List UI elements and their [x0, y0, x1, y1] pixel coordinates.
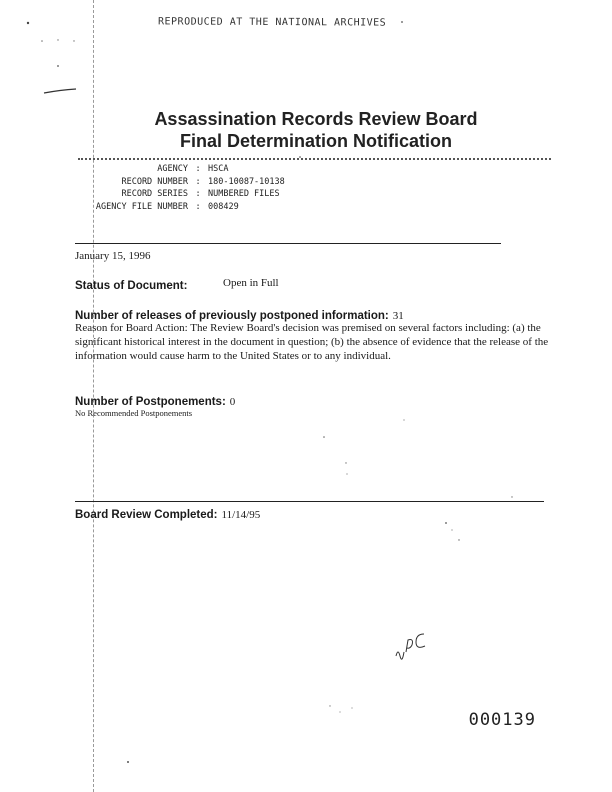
metadata-separator: : — [195, 176, 201, 187]
metadata-key: AGENCY — [157, 164, 188, 174]
releases-value: 31 — [392, 310, 404, 322]
postponements-label: Number of Postponements: — [75, 396, 226, 408]
metadata-separator: : — [195, 164, 201, 174]
board-review-row — [75, 505, 260, 523]
reason-paragraph: Reason for Board Action: The Review Board's decision was premised on several factors including: (a) the significant historical interest in the document in question; (b) the absence of evidence that the release of the information would cause harm to the United States or to any individual. — [75, 322, 549, 362]
metadata-row-record-series — [74, 188, 285, 201]
metadata-key: AGENCY FILE NUMBER — [95, 201, 188, 212]
postponements-value: 0 — [229, 396, 236, 408]
status-value: Open in Full — [223, 277, 279, 289]
metadata-row-record-number — [74, 176, 285, 189]
metadata-row-agency — [74, 163, 285, 176]
status-row — [75, 276, 187, 294]
metadata-value: 008429 — [208, 201, 239, 212]
metadata-separator: : — [195, 201, 201, 212]
metadata-row-agency-file-number — [74, 201, 285, 214]
title-line-2: Final Determination Notification — [179, 131, 452, 151]
board-review-label: Board Review Completed: — [75, 509, 218, 521]
releases-label: Number of releases of previously postponed information: — [75, 310, 389, 322]
board-review-value: 11/14/95 — [221, 509, 261, 521]
archives-stamp: REPRODUCED AT THE NATIONAL ARCHIVES — [157, 16, 387, 29]
document-number: 000139 — [468, 710, 536, 730]
handwritten-initials — [392, 626, 438, 666]
metadata-key: RECORD NUMBER — [121, 176, 188, 187]
document-date: January 15, 1996 — [75, 250, 151, 262]
metadata-value: HSCA — [208, 164, 229, 174]
dotted-divider — [78, 158, 551, 160]
date-rule — [75, 243, 501, 244]
postponements-note: No Recommended Postponements — [75, 408, 193, 418]
board-review-rule — [75, 501, 544, 502]
status-label: Status of Document: — [75, 280, 188, 292]
title-line-1: Assassination Records Review Board — [154, 109, 478, 129]
metadata-key: RECORD SERIES — [121, 189, 188, 199]
metadata-value: 180-10087-10138 — [208, 176, 285, 187]
metadata-value: NUMBERED FILES — [208, 189, 280, 199]
metadata-separator: : — [195, 189, 201, 199]
record-metadata — [74, 163, 285, 213]
